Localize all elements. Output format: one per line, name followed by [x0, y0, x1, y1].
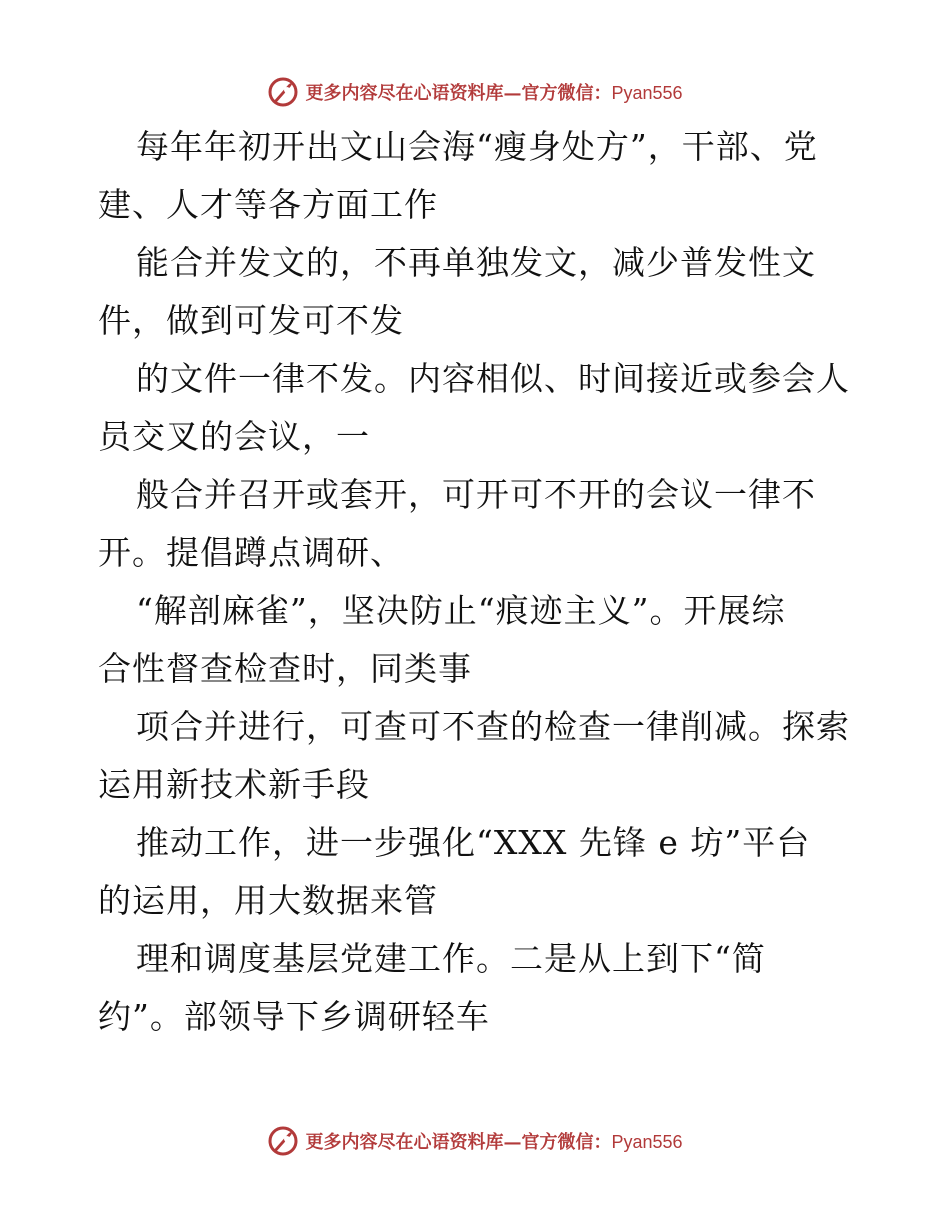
- text-line: 的运用，用大数据来管: [98, 881, 438, 920]
- text-line: “解剖麻雀”，坚决防止“痕迹主义”。开展综: [136, 591, 786, 630]
- text-line: 合性督查检查时，同类事: [98, 649, 472, 688]
- text-line: 能合并发文的，不再单独发文，减少普发性文: [136, 243, 816, 282]
- text-line: 员交叉的会议，一: [98, 417, 370, 456]
- header-banner: [0, 72, 950, 112]
- text-line: 般合并召开或套开，可开可不开的会议一律不: [136, 475, 816, 514]
- document-body: [98, 118, 868, 1046]
- footer-banner-text: 更多内容尽在心语资料库—官方微信：Pyan556: [305, 1132, 683, 1153]
- footer-banner: [0, 1121, 950, 1161]
- text-line: 项合并进行，可查可不查的检查一律削减。探索: [136, 707, 850, 746]
- text-line: 每年年初开出文山会海“瘦身处方”，干部、党: [136, 127, 818, 166]
- text-line: 件，做到可发可不发: [98, 301, 404, 340]
- text-line: 运用新技术新手段: [98, 765, 370, 804]
- text-line: 开。提倡蹲点调研、: [98, 533, 404, 572]
- quill-pen-logo-icon: [267, 1125, 299, 1157]
- text-line: 建、人才等各方面工作: [98, 185, 438, 224]
- header-banner-handle: Pyan556: [611, 83, 683, 103]
- text-line: 的文件一律不发。内容相似、时间接近或参会人: [136, 359, 850, 398]
- footer-banner-handle: Pyan556: [611, 1132, 683, 1152]
- text-line: 约”。部领导下乡调研轻车: [98, 997, 490, 1036]
- text-line: 推动工作，进一步强化“XXX 先锋 e 坊”平台: [136, 823, 811, 862]
- quill-pen-logo-icon: [267, 76, 299, 108]
- header-banner-text: 更多内容尽在心语资料库—官方微信：Pyan556: [305, 83, 683, 104]
- text-line: 理和调度基层党建工作。二是从上到下“简: [136, 939, 766, 978]
